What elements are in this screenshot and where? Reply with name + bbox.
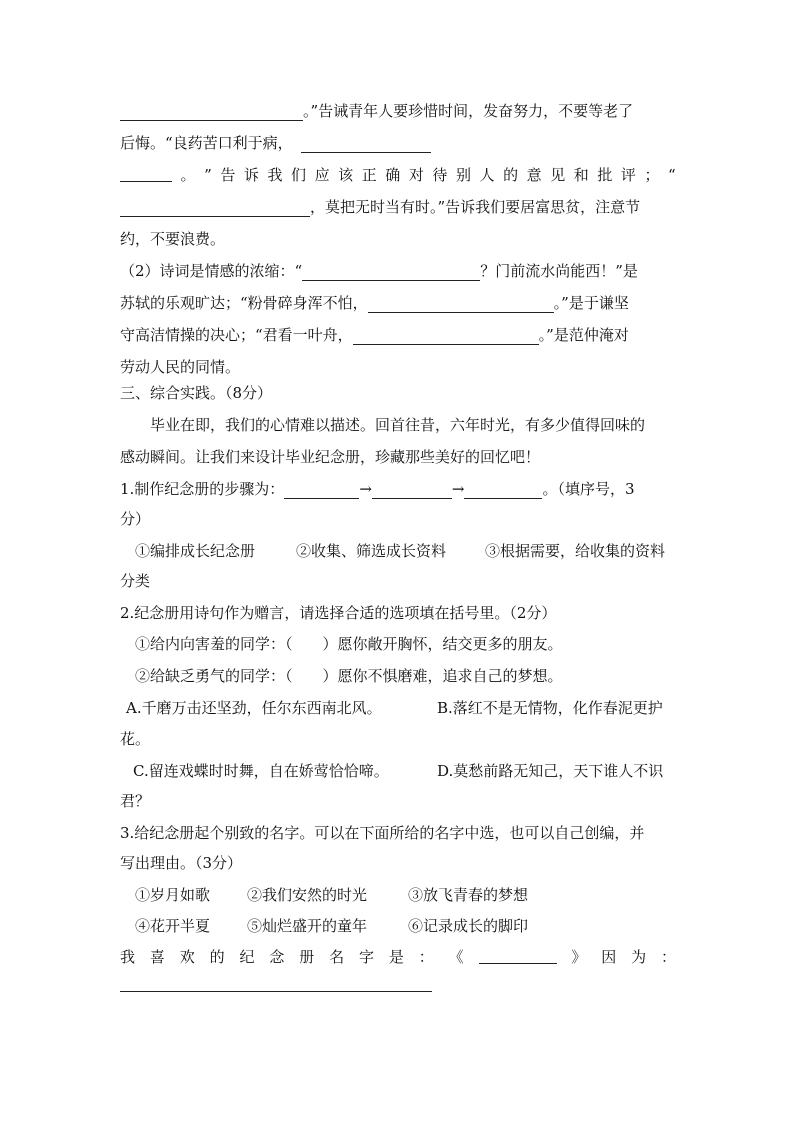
text: （2）诗词是情感的浓缩：“: [120, 262, 303, 280]
char: 对: [408, 166, 424, 184]
char: 人: [479, 166, 495, 184]
text: 后悔。“良药苦口利于病，: [120, 134, 293, 152]
char: 诉: [243, 166, 259, 184]
char: 。: [180, 166, 196, 184]
q2-choice-b-cont: 花。: [120, 730, 151, 748]
char: 评: [620, 166, 636, 184]
question-3: 3.给纪念册起个别致的名字。可以在下面所给的名字中选，也可以自己创编，并: [120, 824, 645, 842]
favorite-name-line: [120, 947, 676, 967]
line-6: [120, 261, 676, 281]
q1-option-2: ②收集、筛选成长资料: [296, 542, 447, 560]
q1-option-3-cont: 分类: [120, 572, 151, 590]
section-three-heading: 三、综合实践。（8分）: [120, 384, 273, 402]
text: ？门前流水尚能西！”是: [480, 262, 638, 280]
question-2: 2.纪念册用诗句作为赠言，请选择合适的选项填在括号里。（2分）: [120, 604, 557, 622]
question-1: [120, 479, 676, 499]
char: 的: [503, 166, 519, 184]
char: 和: [573, 166, 589, 184]
char: ：: [660, 948, 676, 966]
char: 意: [526, 166, 542, 184]
answer-blank[interactable]: [368, 296, 554, 313]
text: ，莫把无时当有时。”告诉我们要居富思贫，注意节: [310, 198, 641, 216]
answer-blank[interactable]: [464, 482, 542, 499]
intro-paragraph-1: 毕业在即，我们的心情难以描述。回首往昔，六年时光，有多少值得回味的: [150, 416, 646, 434]
text: 1.制作纪念册的步骤为：: [120, 480, 285, 498]
reason-line: [120, 972, 676, 992]
char: 我: [120, 948, 136, 966]
char: 是: [388, 948, 404, 966]
char: 纪: [239, 948, 255, 966]
char: 喜: [149, 948, 165, 966]
char: 确: [385, 166, 401, 184]
char: 该: [338, 166, 354, 184]
answer-blank[interactable]: [301, 136, 431, 153]
answer-blank[interactable]: [372, 482, 452, 499]
text: 。”是范仲淹对: [538, 326, 629, 344]
line-3: [120, 165, 676, 185]
answer-blank[interactable]: [284, 482, 359, 499]
line-4: [120, 197, 676, 217]
char: 见: [550, 166, 566, 184]
answer-blank[interactable]: [302, 264, 480, 281]
line-7: [120, 293, 676, 313]
name-option-3: ③放飞青春的梦想: [408, 886, 529, 904]
q2-item-2: ②给缺乏勇气的同学：（ ）愿你不惧磨难，追求自己的梦想。: [135, 667, 563, 685]
char: 的: [209, 948, 225, 966]
char: 字: [359, 948, 375, 966]
q2-choice-b: B.落红不是无情物，化作春泥更护: [437, 699, 663, 717]
question-3-cont: 写出理由。（3分）: [120, 854, 243, 872]
char: ：: [418, 948, 434, 966]
arrow-icon: →: [359, 480, 372, 498]
char: 应: [314, 166, 330, 184]
char: “: [668, 166, 676, 184]
q2-choice-d-cont: 君？: [120, 792, 151, 810]
char: ”: [204, 166, 212, 184]
name-option-2: ②我们安然的时光: [247, 886, 368, 904]
line-9: 劳动人民的同情。: [120, 358, 241, 376]
name-option-1: ①岁月如歌: [135, 886, 211, 904]
line-1: [120, 101, 676, 121]
char: ；: [644, 166, 660, 184]
question-1-cont: 分）: [120, 510, 151, 528]
char: 我: [267, 166, 283, 184]
q1-option-1: ①编排成长纪念册: [135, 542, 256, 560]
char: 册: [299, 948, 315, 966]
char: 待: [432, 166, 448, 184]
q2-choice-c: C.留连戏蝶时时舞，自在娇莺恰恰啼。: [133, 762, 389, 780]
arrow-icon: →: [451, 480, 465, 498]
text: 。”是于谦坚: [553, 294, 629, 312]
char: 《: [448, 948, 464, 966]
answer-blank[interactable]: [120, 104, 303, 121]
answer-blank[interactable]: [353, 328, 539, 345]
name-answer-blank[interactable]: [479, 947, 557, 964]
line-8: [120, 325, 676, 345]
reason-answer-blank[interactable]: [120, 975, 432, 992]
line-2: [120, 133, 676, 153]
char: 为: [631, 948, 647, 966]
char: 欢: [179, 948, 195, 966]
line-5: 约，不要浪费。: [120, 230, 226, 248]
q1-option-3: ③根据需要，给收集的资料: [485, 542, 666, 560]
text: 苏轼的乐观旷达；“粉骨碎身浑不怕，: [120, 294, 368, 312]
char: 》: [571, 948, 587, 966]
name-option-4: ④花开半夏: [135, 917, 211, 935]
q2-item-1: ①给内向害羞的同学：（ ）愿你敞开胸怀，结交更多的朋友。: [135, 635, 563, 653]
char: 正: [361, 166, 377, 184]
char: 们: [291, 166, 307, 184]
answer-blank[interactable]: [120, 165, 172, 182]
char: 念: [269, 948, 285, 966]
char: 告: [220, 166, 236, 184]
char: 批: [597, 166, 613, 184]
intro-paragraph-2: 感动瞬间。让我们来设计毕业纪念册，珍藏那些美好的回忆吧！: [120, 448, 541, 466]
answer-blank[interactable]: [120, 200, 310, 217]
char: 名: [329, 948, 345, 966]
text: 。（填序号，3: [542, 480, 635, 498]
char: 别: [455, 166, 471, 184]
name-option-6: ⑥记录成长的脚印: [408, 917, 529, 935]
name-option-5: ⑤灿烂盛开的童年: [247, 917, 368, 935]
q2-choice-a: A.千磨万击还坚劲，任尔东西南北风。: [126, 699, 382, 717]
text: 。”告诫青年人要珍惜时间，发奋努力，不要等老了: [303, 102, 634, 120]
text: 守高洁情操的决心；“君看一叶舟，: [120, 326, 353, 344]
char: 因: [601, 948, 617, 966]
q2-choice-d: D.莫愁前路无知己，天下谁人不识: [437, 762, 664, 780]
